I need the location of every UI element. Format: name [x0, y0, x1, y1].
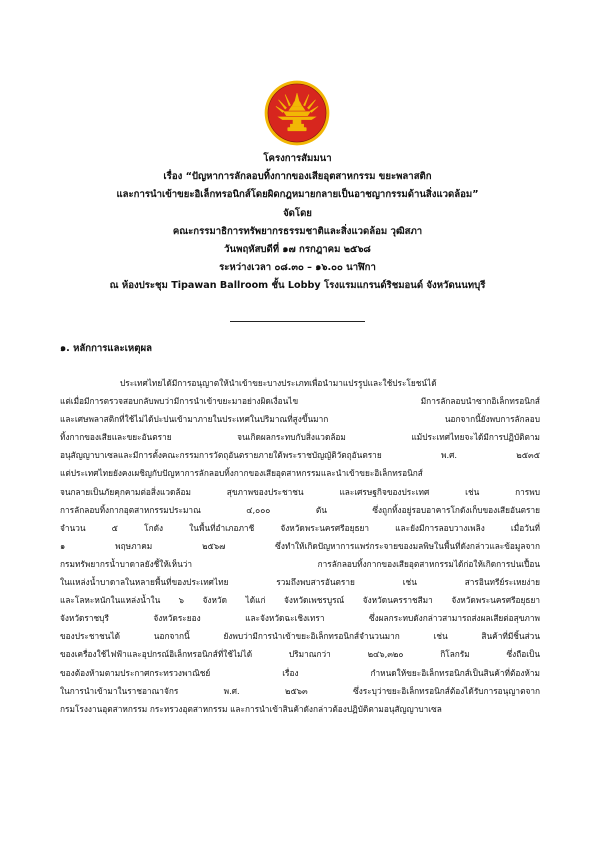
body-line: และโลหะหนักในแหล่งน้ำใน ๖ จังหวัด ได้แก่ จังหวัดเพชรบูรณ์ จังหวัดนครราชสีมา จังหวัดพระนครศรีอยุธยา	[60, 595, 540, 606]
body-line: ของเครื่องใช้ไฟฟ้าและอุปกรณ์อิเล็กทรอนิกส์ที่ใช้ไม่ได้ ปริมาณกว่า ๒๔๖,๓๒๐ กิโลกรัม ซึ่งถือเป็น	[60, 649, 540, 660]
body-line: ของประชาชนได้ นอกจากนี้ ยังพบว่ามีการนำเข้าขยะอิเล็กทรอนิกส์จำนวนมาก เช่น สินค้าที่มีชิ้นส่วน	[60, 631, 540, 642]
body-line: กรมโรงงานอุตสาหกรรม กระทรวงอุตสาหกรรม และการนำเข้าสินค้าดังกล่าวต้องปฏิบัติตามอนุสัญญาบาเซล	[60, 703, 442, 714]
section-title: ๑. หลักการและเหตุผล	[60, 343, 152, 354]
body-line: อนุสัญญาบาเซลและมีการตั้งคณะกรรมการวัตถุอันตรายภายใต้พระราชบัญญัติวัตถุอันตราย พ.ศ. ๒๕๓๕	[60, 450, 540, 461]
body-paragraph	[60, 374, 540, 718]
header-line-venue: ณ ห้องประชุม Tipawan Ballroom ชั้น Lobby โรงแรมแกรนด์ริชมอนด์ จังหวัดนนทบุรี	[109, 280, 486, 292]
body-line: ในแหล่งน้ำบาดาลในหลายพื้นที่ของประเทศไทย รวมถึงพบสารอันตราย เช่น สารอินทรีย์ระเหยง่าย	[60, 577, 540, 588]
separator-rule	[230, 321, 365, 322]
header-line-topic-2: และการนำเข้าขยะอิเล็กทรอนิกส์โดยผิดกฎหมายกลายเป็นอาชญากรรมด้านสิ่งแวดล้อม”	[116, 189, 479, 201]
body-line: ในการนำเข้ามาในราชอาณาจักร พ.ศ. ๒๕๖๓ ซึ่งระบุว่าขยะอิเล็กทรอนิกส์ต้องได้รับการอนุญาตจาก	[60, 685, 540, 696]
body-line: กรมทรัพยากรน้ำบาดาลยังชี้ให้เห็นว่า การลักลอบทิ้งกากของเสียอุตสาหกรรมได้ก่อให้เกิดการปนเปื้อน	[60, 558, 540, 569]
header-line-date: วันพฤหัสบดีที่ ๑๗ กรกฎาคม ๒๕๖๘	[224, 244, 371, 256]
header-line-time: ระหว่างเวลา ๐๘.๓๐ – ๑๖.๐๐ นาฬิกา	[219, 262, 376, 274]
body-line: จังหวัดราชบุรี จังหวัดระยอง และจังหวัดฉะเชิงเทรา ซึ่งผลกระทบดังกล่าวสามารถส่งผลเสียต่อสุขภาพ	[60, 613, 540, 624]
body-line: ทิ้งกากของเสียและขยะอันตราย จนเกิดผลกระทบกับสิ่งแวดล้อม แม้ประเทศไทยจะได้มีการปฏิบัติตาม	[60, 432, 540, 443]
body-line: ประเทศไทยได้มีการอนุญาตให้นำเข้าขยะบางประเภทเพื่อนำมาแปรรูปและใช้ประโยชน์ได้	[120, 378, 437, 388]
body-line: แต่ประเทศไทยยังคงเผชิญกับปัญหาการลักลอบทิ้งกากของเสียอุตสาหกรรมและนำเข้าขยะอิเล็กทรอนิกส์	[60, 468, 423, 479]
header-line-organized-by: จัดโดย	[283, 207, 312, 219]
body-line: การลักลอบทิ้งกากอุตสาหกรรมประมาณ ๔,๐๐๐ ตัน ซึ่งถูกทิ้งอยู่รอบอาคารโกดังเก็บของเสียอันตราย	[60, 504, 540, 515]
seminar-header	[40, 150, 555, 296]
header-line-topic-1: เรื่อง “ปัญหาการลักลอบทิ้งกากของเสียอุตสาหกรรม ขยะพลาสติก	[163, 171, 432, 183]
body-line: ๑ พฤษภาคม ๒๕๖๗ ซึ่งทำให้เกิดปัญหาการแพร่กระจายของมลพิษในพื้นที่ดังกล่าวและข้อมูลจาก	[60, 540, 540, 551]
body-line: จำนวน ๕ โกดัง ในพื้นที่อำเภอภาชี จังหวัดพระนครศรีอยุธยา และยังมีการลอบวางเพลิง เมื่อวันที่	[60, 522, 540, 533]
body-line: จนกลายเป็นภัยคุกคามต่อสิ่งแวดล้อม สุขภาพของประชาชน และเศรษฐกิจของประเทศ เช่น การพบ	[60, 486, 540, 497]
body-line: ของต้องห้ามตามประกาศกระทรวงพาณิชย์ เรื่อง กำหนดให้ขยะอิเล็กทรอนิกส์เป็นสินค้าที่ต้องห้าม	[60, 667, 540, 678]
header-line-project: โครงการสัมมนา	[263, 153, 332, 164]
header-line-committee: คณะกรรมาธิการทรัพยากรธรรมชาติและสิ่งแวดล้อม วุฒิสภา	[172, 225, 423, 237]
body-line: และเศษพลาสติกที่ใช้ไม่ได้ปะปนเข้ามาภายในประเทศในปริมาณที่สูงขึ้นมาก นอกจากนี้ยังพบการลักลอบ	[60, 414, 540, 425]
body-line: แต่เมื่อมีการตรวจสอบกลับพบว่ามีการนำเข้าขยะมาอย่างผิดเงื่อนไข มีการลักลอบนำซากอิเล็กทรอนิกส์	[60, 396, 540, 407]
parliament-emblem-icon	[264, 80, 330, 146]
